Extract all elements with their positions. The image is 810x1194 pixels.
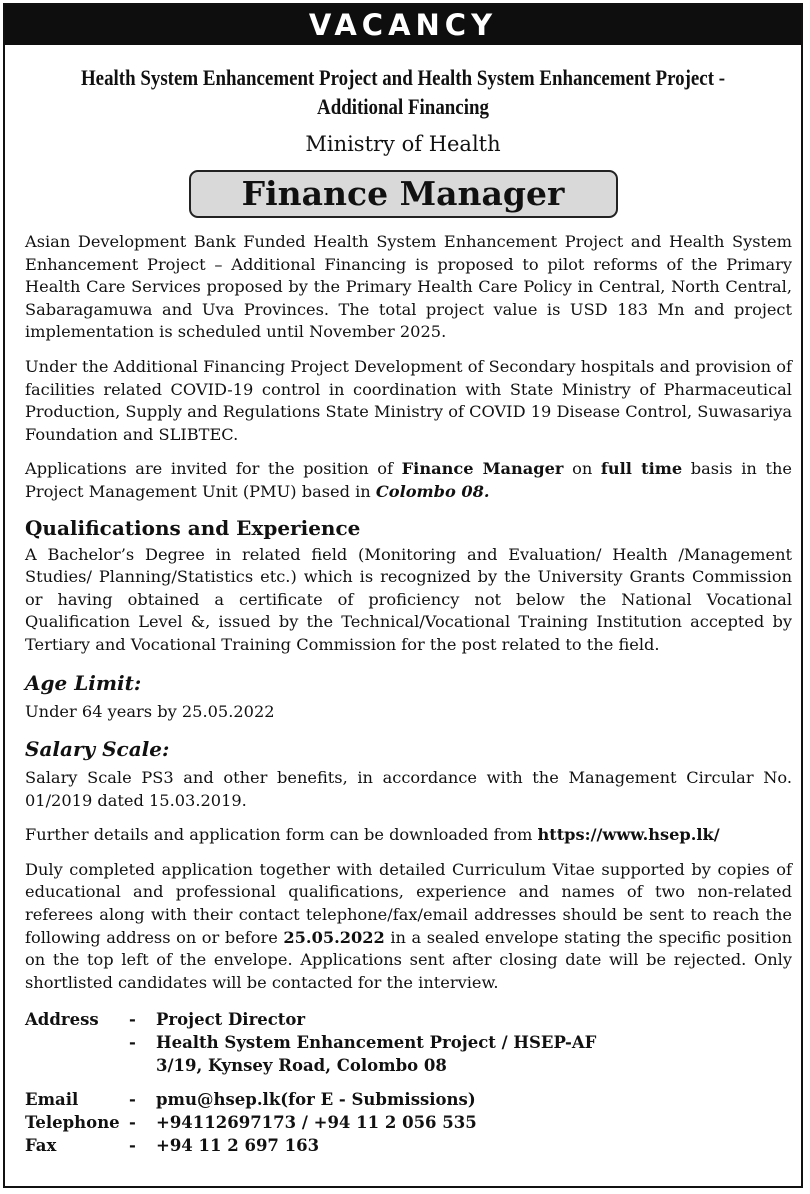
email-dash: - — [129, 1090, 136, 1110]
telephone-dash: - — [129, 1113, 136, 1133]
telephone-row — [25, 1111, 792, 1134]
vacancy-banner: VACANCY — [5, 5, 801, 45]
additional-financing-paragraph: Under the Additional Financing Project Development of Secondary hospitals and provision of facilities related COVID-19 control in coordination with State Ministry of Pharmaceutical Production, Supply and Regulations State Ministry of COVID 19 Disease Control, Suwasariya Foundation and SLIBTEC. — [25, 356, 792, 444]
contact-block — [25, 1008, 792, 1157]
applications-text3: basis in the Project Management Unit (PMU) based in — [25, 459, 792, 501]
applications-text2: on — [563, 459, 601, 479]
address-dash: - — [129, 1010, 136, 1030]
email-row — [25, 1088, 792, 1111]
address-label: Address — [25, 1010, 99, 1030]
address-row-2 — [25, 1031, 792, 1054]
fax-dash: - — [129, 1136, 136, 1156]
position-title: Finance Manager — [189, 170, 618, 218]
submission-text2: in a sealed envelope stating the specific position on the top left of the envelope. Applications sent after closing date will be rejected. Only shortlisted candidates will be contacted for the interview. — [25, 927, 792, 992]
salary-heading: Salary Scale: — [25, 737, 170, 762]
email-value[interactable]: pmu@hsep.lk(for E - Submissions) — [156, 1090, 476, 1110]
address-line2: Health System Enhancement Project / HSEP-AF — [156, 1033, 597, 1053]
closing-date: 25.05.2022 — [283, 927, 385, 947]
submission-paragraph — [25, 859, 792, 995]
age-limit-heading: Age Limit: — [25, 670, 142, 695]
address-dash-2: - — [129, 1033, 136, 1053]
ministry-name: Ministry of Health — [305, 132, 501, 156]
email-label: Email — [25, 1090, 79, 1110]
telephone-value: +94112697173 / +94 11 2 056 535 — [156, 1113, 477, 1133]
applications-paragraph — [25, 458, 792, 503]
qualifications-heading: Qualifications and Experience — [25, 515, 361, 540]
salary-text: Salary Scale PS3 and other benefits, in accordance with the Management Circular No. 01/2019 dated 15.03.2019. — [25, 768, 792, 810]
address-row-3 — [25, 1054, 792, 1077]
fax-value: +94 11 2 697 163 — [156, 1136, 320, 1156]
applications-position: Finance Manager — [401, 459, 564, 479]
advert-body — [5, 231, 801, 1157]
website-link[interactable]: https://www.hsep.lk/ — [537, 825, 720, 845]
submission-text1: Duly completed application together with detailed Curriculum Vitae supported by copies of educational and professional qualifications, experience and names of two non-related referees along with their contact telephone/fax/email addresses should be sent to reach the following address on or before — [25, 859, 792, 947]
fax-label: Fax — [25, 1136, 57, 1156]
project-title-line1: Health System Enhancement Project and Health System Enhancement Project - — [80, 65, 726, 90]
address-line1: Project Director — [156, 1010, 306, 1030]
telephone-label: Telephone — [25, 1113, 120, 1133]
address-row — [25, 1008, 792, 1031]
vacancy-advertisement — [3, 3, 803, 1188]
applications-location: Colombo 08. — [375, 481, 490, 501]
applications-text1: Applications are invited for the position of — [25, 459, 402, 479]
further-details-paragraph — [25, 824, 792, 847]
address-line3: 3/19, Kynsey Road, Colombo 08 — [156, 1056, 447, 1076]
intro-paragraph: Asian Development Bank Funded Health System Enhancement Project and Health System Enhancement Project – Additional Financing is proposed to pilot reforms of the Primary Health Care Services proposed by the Primary Health Care Policy in Central, North Central, Sabaragamuwa and Uva Provinces. The total project value is USD 183 Mn and project implementation is scheduled until November 2025. — [25, 232, 792, 342]
further-text: Further details and application form can be downloaded from — [25, 825, 538, 845]
project-title — [78, 63, 728, 121]
applications-basis: full time — [600, 459, 683, 479]
project-title-line2: Additional Financing — [317, 94, 489, 119]
qualifications-text: A Bachelor’s Degree in related field (Monitoring and Evaluation/ Health /Management Studies/ Planning/Statistics etc.) which is recognized by the University Grants Commission or having obtained a certificate of proficiency not below the National Vocational Qualification Level &, issued by the Technical/Vocational Training Institution accepted by Tertiary and Vocational Training Commission for the post related to the field. — [25, 544, 792, 654]
age-limit-text: Under 64 years by 25.05.2022 — [25, 701, 275, 721]
fax-row — [25, 1134, 792, 1157]
